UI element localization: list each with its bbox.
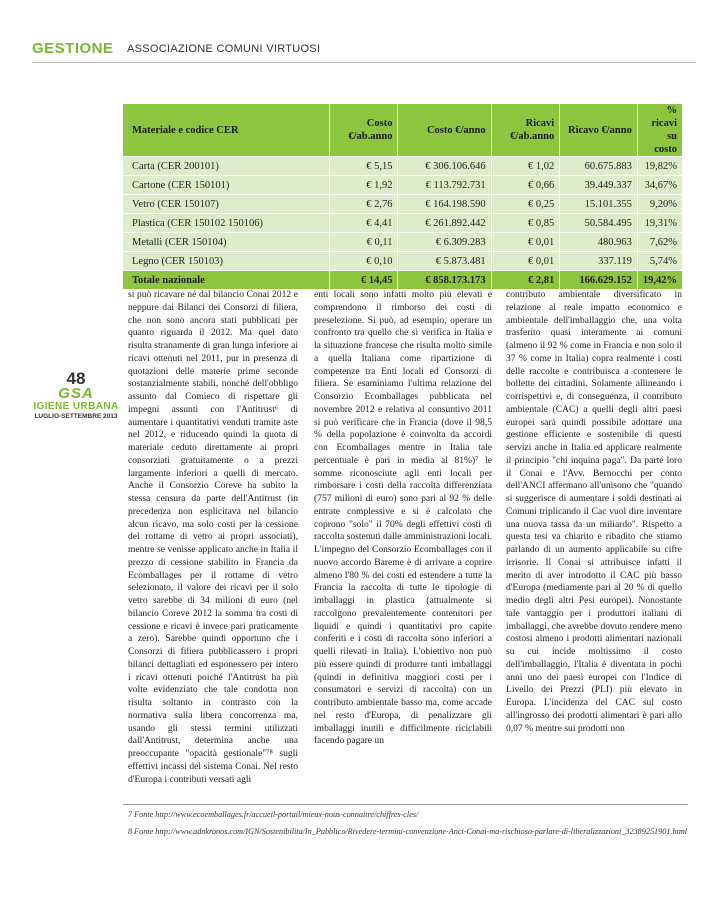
issue-date: LUGLIO-SETTEMBRE 2013	[34, 413, 118, 420]
section-subtitle: ASSOCIAZIONE COMUNI VIRTUOSI	[127, 43, 321, 55]
header-revenue-per-year: Ricavo €/anno	[559, 104, 637, 156]
magazine-name: IGIENE URBANA	[33, 401, 119, 412]
table-row	[123, 176, 682, 194]
cell-revenue-percent: 34,67%	[637, 176, 682, 194]
magazine-sidebar	[32, 370, 120, 421]
section-title: GESTIONE	[32, 40, 114, 57]
cell-cost-per-capita: € 4,41	[329, 214, 398, 232]
header-revenue-per-capita: Ricavi €/ab.anno	[491, 104, 560, 156]
text-column-1	[128, 289, 298, 786]
cost-revenue-table	[123, 103, 682, 290]
cell-cost-per-capita: € 5,15	[329, 157, 398, 175]
footnote-8: 8 Fonte http://www.adnkronos.com/IGN/Sostenibilita/In_Pubblico/Rivedere-termini-convenzione-Anci-Conai-ma-rischioso-parlare-di-liberalizzazioni_32389251901.html	[128, 827, 688, 836]
column-text: si può ricavare né dal bilancio Conai 2012 e neppure dai Bilanci dei Consorzi di filiera, che non sono ancora stati pubblicati per quanto riguarda il 2012. Ma quel dato risulta stranamente di gran lunga inferiore ai ricavi ottenuti nel 2011, pur in presenza di quotazioni delle materie prime seconde sostanzialmente stabili, nonché dell'obbligo assunto dal Comieco di rispettare gli impegni assunti con l'Antitrust⁶ di aumentare i quantitativi venduti tramite aste nel 2012, e riducendo quindi la quota di materiale ceduto direttamente ai propri consorziati gratuitamente o a prezzi largamente inferiori a quelli di mercato. Anche il Consorzio Coreve ha subito la stessa censura da parte dell'Antitrust (in precedenza non esplicitava nel bilancio alcun ricavo, ma solo costi per la cessione del rottame di vetro ai propri associati), mentre se venisse applicato anche in Italia il prezzo di cessione stabilito in Francia da Ecomballages per il rottame di vetro selezionato, il valore dei ricavi per il solo vetro sarebbe di 34 milioni di euro (nel bilancio Coreve 2012 la somma tra costi di cessione e ricavi è invece pari praticamente a zero). Sarebbe quindi opportuno che i Consorzi di filiera pubblicassero i propri bilanci dettagliati ed esponessero per intero i ricavi ottenuti poiché l'Antitrust ha più volte evidenziato che tale condotta non risulta soltanto in contrasto con la normativa sulla libera concorrenza ma, usando gli stessi termini utilizzati dall'Antitrust, determina anche una preoccupante "opacità gestionale"⁷⁸ sugli effettivi incassi del sistema Conai. Nel resto d'Europa i contributi versati agli	[128, 289, 298, 785]
table-row	[123, 214, 682, 232]
footnote-divider	[123, 804, 688, 805]
footnote-7: 7 Fonte http://www.ecoemballages.fr/accueil-portail/mieux-nous-connaitre/chiffres-cles/	[128, 810, 419, 819]
cell-material: Plastica (CER 150102 150106)	[123, 214, 329, 232]
cell-revenue-percent: 5,74%	[637, 252, 682, 270]
magazine-logo: GSA	[58, 385, 94, 402]
column-text: contributo ambientale diversificato in relazione al reale impatto economico e ambientale dell'imballaggio che, una volta trasferito quasi interamente ai comuni (almeno il 92 % come in Francia e non solo il 37 % come in Italia) copra realmente i costi delle raccolte e contribuisca a contenere le bollette dei cittadini. Solamente allineando i corrispettivi e, di conseguenza, il contributo ambientale (CAC) a quelli degli altri paesi europei sarà quindi possibile adottare una gestione efficiente e sostenibile di questi servizi anche in Italia ed applicare realmente il principio "chi inquina paga". Da parte loro il Conai e l'Avv. Bernocchi per conto dell'ANCI affermano all'unisono che "quando si suggerisce di aumentare i soldi destinati ai Comuni triplicando il Cac vuol dire inventare una nuova tassa da un miliardo". Rispetto a questa tesi va chiarito e ribadito che stiamo parlando di un aumento applicabile su cifre irrisorie. Il Conai si attribuisce infatti il merito di aver introdotto il CAC più basso d'Europa (mediamente pari al 20 % di quello medio degli altri Pesi europei). Nonostante tale vantaggio per i produttori italiani di imballaggi, che avrebbe dovuto rendere meno costosi almeno i prodotti alimentari nazionali su cui incide moltissimo il costo dell'imballaggio, l'Italia è diventata in pochi anni uno dei paesi europei con l'Indice di Livello dei Prezzi (PLI) più elevato in Europa. L'incidenza del CAC sul costo all'ingrosso dei prodotti alimentari è pari allo 0,07 % mentre sui prodotti non	[506, 289, 682, 734]
table-row	[123, 195, 682, 213]
cell-material: Vetro (CER 150107)	[123, 195, 329, 213]
cell-revenue-per-capita: € 0,01	[491, 252, 560, 270]
table-row	[123, 252, 682, 270]
total-revenue-percent: 19,42%	[637, 271, 682, 289]
cell-material: Legno (CER 150103)	[123, 252, 329, 270]
cell-revenue-per-year: 337.119	[559, 252, 637, 270]
cell-revenue-percent: 19,31%	[637, 214, 682, 232]
cell-cost-per-year: € 164.198.590	[397, 195, 490, 213]
cell-cost-per-year: € 261.892.442	[397, 214, 490, 232]
text-column-2	[314, 289, 492, 748]
column-text: enti locali sono infatti molto più elevati e comprendono il rimborso dei costi di preselezione. Si può, ad esempio, operare un confronto tra quello che si verifica in Italia e la situazione francese che risulta molto simile a quella Italiana come ripartizione di competenze tra Enti locali ed Consorzi di filiera. Se esaminiamo l'ultima relazione del Consorzio Ecomballages pubblicata nel novembre 2012 e relativa al consuntivo 2011 si può verificare che in Francia (dove il 98,5 % della popolazione è coinvolta da accordi con Ecomballages mentre in Italia tale percentuale è pari in media al 81%)⁷ le somme riconosciute agli enti locali per rimborsare i costi della raccolta differenziata (757 milioni di euro) sono pari al 92 % delle entrate complessive e si è calcolato che coprono "solo" il 70% degli effettivi costi di raccolta sostenuti dalle amministrazioni locali. L'impegno del Consorzio Ecomballages con il nuovo accordo Bareme è di arrivare a coprire almeno l'80 % dei costi ed estendere a tutte la Francia la raccolta di tutte le tipologie di imballaggi in plastica (attualmente si raccolgono prevalentemente contenitori per liquidi e quindi i quantitativi pro capite conferiti e i costi di raccolta sono inferiori a quelli rilevati in Italia). L'obiettivo non può più essere quindi di produrre tanti imballaggi (quindi in definitiva maggiori costi per i consumatori e servizi di raccolta) con un contributo ambientale basso ma, come accade nel resto d'Europa, di penalizzare gli imballaggi inutili e difficilmente riciclabili facendo pagare un	[314, 289, 492, 747]
total-label: Totale nazionale	[123, 271, 329, 289]
header-divider	[32, 62, 696, 63]
cell-revenue-percent: 7,62%	[637, 233, 682, 251]
total-revenue-per-year: 166.629.152	[559, 271, 637, 289]
cell-revenue-per-capita: € 0,85	[491, 214, 560, 232]
page-number: 48	[66, 369, 86, 388]
cell-revenue-per-capita: € 0,25	[491, 195, 560, 213]
cell-cost-per-capita: € 2,76	[329, 195, 398, 213]
cell-revenue-per-year: 50.584.495	[559, 214, 637, 232]
table-header-row	[123, 104, 682, 156]
cell-revenue-per-year: 39.449.337	[559, 176, 637, 194]
cell-revenue-per-year: 60.675.883	[559, 157, 637, 175]
cell-revenue-per-capita: € 0,01	[491, 233, 560, 251]
total-cost-per-year: € 858.173.173	[397, 271, 490, 289]
table-total-row	[123, 271, 682, 289]
header-cost-per-capita: Costo €/ab.anno	[329, 104, 398, 156]
cell-cost-per-capita: € 0,10	[329, 252, 398, 270]
cell-revenue-per-year: 480.963	[559, 233, 637, 251]
table-row	[123, 157, 682, 175]
cell-cost-per-capita: € 1,92	[329, 176, 398, 194]
header-material: Materiale e codice CER	[123, 104, 329, 156]
text-column-3	[506, 289, 682, 735]
total-revenue-per-capita: € 2,81	[491, 271, 560, 289]
cell-cost-per-capita: € 0,11	[329, 233, 398, 251]
cell-revenue-percent: 9,20%	[637, 195, 682, 213]
header-cost-per-year: Costo €/anno	[397, 104, 490, 156]
cell-cost-per-year: € 5.873.481	[397, 252, 490, 270]
cell-cost-per-year: € 306.106.646	[397, 157, 490, 175]
cell-material: Cartone (CER 150101)	[123, 176, 329, 194]
header-revenue-percent: % ricavi su costo	[637, 104, 682, 156]
cell-material: Metalli (CER 150104)	[123, 233, 329, 251]
cell-revenue-per-capita: € 1,02	[491, 157, 560, 175]
table-row	[123, 233, 682, 251]
cell-revenue-per-year: 15.101.355	[559, 195, 637, 213]
cell-revenue-percent: 19,82%	[637, 157, 682, 175]
total-cost-per-capita: € 14,45	[329, 271, 398, 289]
cell-cost-per-year: € 6.309.283	[397, 233, 490, 251]
cell-cost-per-year: € 113.792.731	[397, 176, 490, 194]
cell-revenue-per-capita: € 0,66	[491, 176, 560, 194]
cell-material: Carta (CER 200101)	[123, 157, 329, 175]
